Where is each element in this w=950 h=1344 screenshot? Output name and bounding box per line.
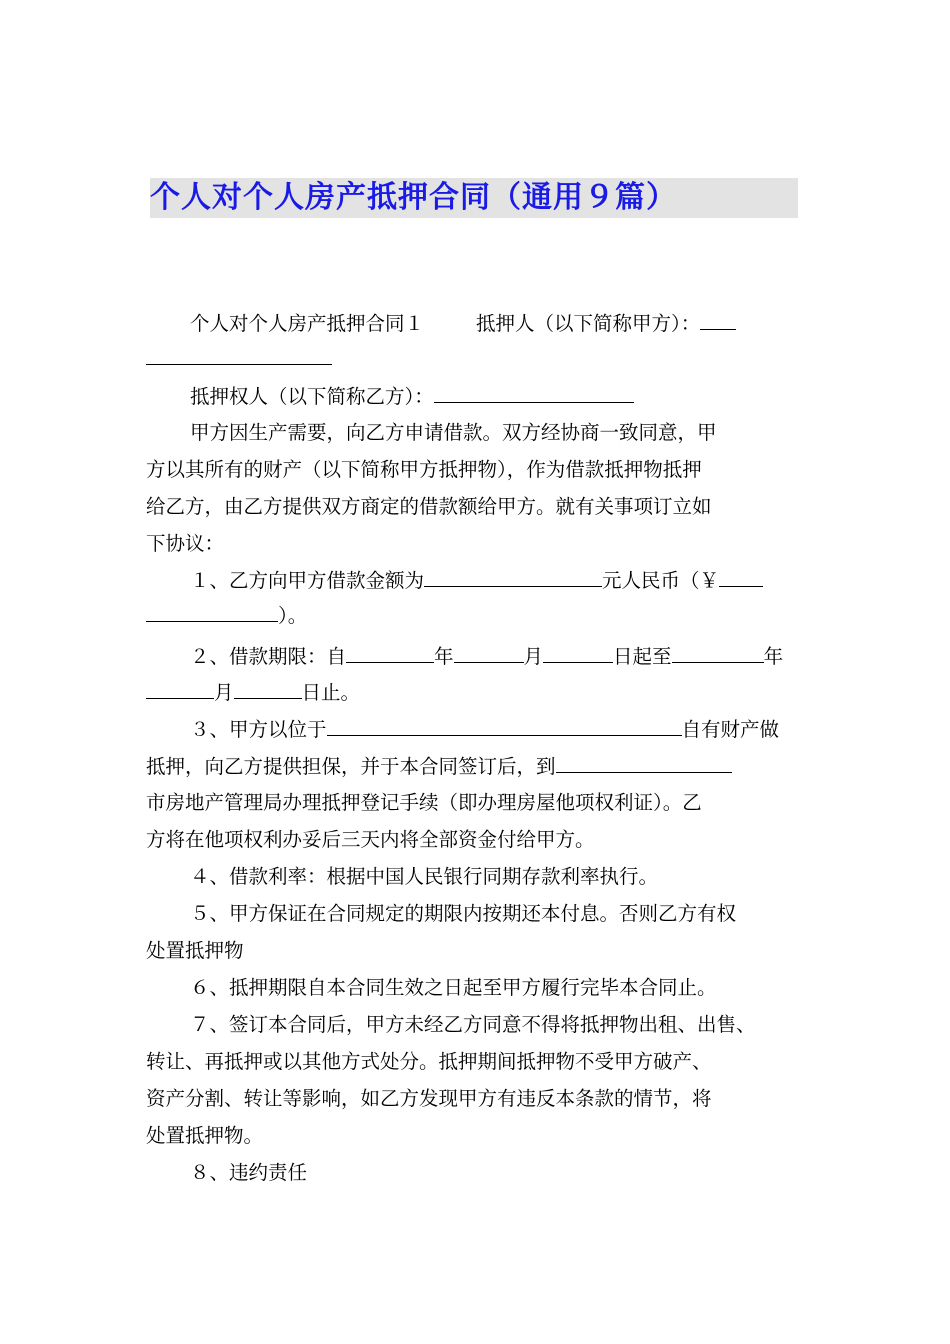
start-day-blank: [543, 644, 613, 663]
mortgagor-label: 抵押人（以下简称甲方）：: [476, 312, 701, 335]
mortgagor-blank-2: [146, 346, 332, 365]
clause-7-line: 资产分割、转让等影响，如乙方发现甲方有违反本条款的情节，将: [146, 1087, 712, 1110]
clause-3-line-3: 市房地产管理局办理抵押登记手续（即办理房屋他项权利证）。乙: [146, 791, 702, 814]
clause-2-text: ２、借款期限：自: [190, 645, 347, 668]
clause-7-line: 转让、再抵押或以其他方式处分。抵押期间抵押物不受甲方破产、: [146, 1050, 712, 1073]
month-label: 月: [523, 645, 544, 668]
clause-8: ８、违约责任: [190, 1161, 308, 1184]
end-year-blank: [672, 644, 764, 663]
clause-5: ５、甲方保证在合同规定的期限内按期还本付息。否则乙方有权: [190, 902, 737, 925]
end-month-blank: [146, 680, 214, 699]
end-day-blank: [234, 680, 302, 699]
rmb-amount-blank: [719, 568, 763, 587]
mortgagor-blank-continued: [146, 346, 332, 371]
mortgagee-line: [190, 384, 634, 409]
clause-3: [190, 717, 779, 742]
start-month-blank: [454, 644, 524, 663]
clause-1: [190, 568, 763, 593]
clause-5-continued: 处置抵押物: [146, 939, 244, 962]
clause-3-line-4: 方将在他项权利办妥后三天内将全部资金付给甲方。: [146, 828, 595, 851]
year-label-2: 年: [763, 645, 784, 668]
clause-3-line-2: [146, 754, 732, 779]
clause-3-text-c: 抵押，向乙方提供担保，并于本合同签订后，到: [146, 755, 556, 778]
rmb-amount-blank-2: [146, 603, 278, 622]
start-year-blank: [346, 644, 434, 663]
clause-3-text: ３、甲方以位于: [190, 718, 327, 741]
clause-1-continued: [146, 603, 307, 628]
preamble-line: 方以其所有的财产（以下简称甲方抵押物），作为借款抵押物抵押: [146, 458, 702, 481]
mortgagor-blank: [700, 311, 736, 330]
clause-7-line: 处置抵押物。: [146, 1124, 264, 1147]
city-blank: [556, 754, 732, 773]
year-label: 年: [434, 645, 454, 668]
preamble-line: 给乙方，由乙方提供双方商定的借款额给甲方。就有关事项订立如: [146, 495, 712, 518]
property-location-blank: [327, 717, 682, 736]
clause-1-currency-text: 元人民币（￥: [602, 569, 720, 592]
clause-2: [190, 644, 783, 669]
clause-3-text-b: 自有财产做: [681, 718, 780, 741]
clause-1-end: ）。: [278, 604, 308, 627]
intro-line: [190, 311, 736, 336]
page-title: 个人对个人房产抵押合同（通用９篇）: [150, 178, 798, 218]
preamble-line: 甲方因生产需要，向乙方申请借款。双方经协商一致同意，甲: [190, 421, 717, 444]
clause-7: ７、签订本合同后，甲方未经乙方同意不得将抵押物出租、出售、: [190, 1013, 756, 1036]
mortgagee-label: 抵押权人（以下简称乙方）：: [190, 385, 434, 408]
loan-amount-blank: [424, 568, 602, 587]
day-from-label: 日起至: [613, 645, 672, 668]
clause-2-continued: [146, 680, 360, 705]
contract-heading: 个人对个人房产抵押合同１: [190, 312, 425, 335]
clause-6: ６、抵押期限自本合同生效之日起至甲方履行完毕本合同止。: [190, 976, 717, 999]
mortgagee-blank: [434, 384, 634, 403]
day-end-label: 日止。: [301, 681, 361, 704]
clause-4: ４、借款利率：根据中国人民银行同期存款利率执行。: [190, 865, 659, 888]
clause-1-text: １、乙方向甲方借款金额为: [190, 569, 425, 592]
month-label-2: 月: [214, 681, 234, 704]
preamble-line: 下协议：: [146, 532, 225, 555]
